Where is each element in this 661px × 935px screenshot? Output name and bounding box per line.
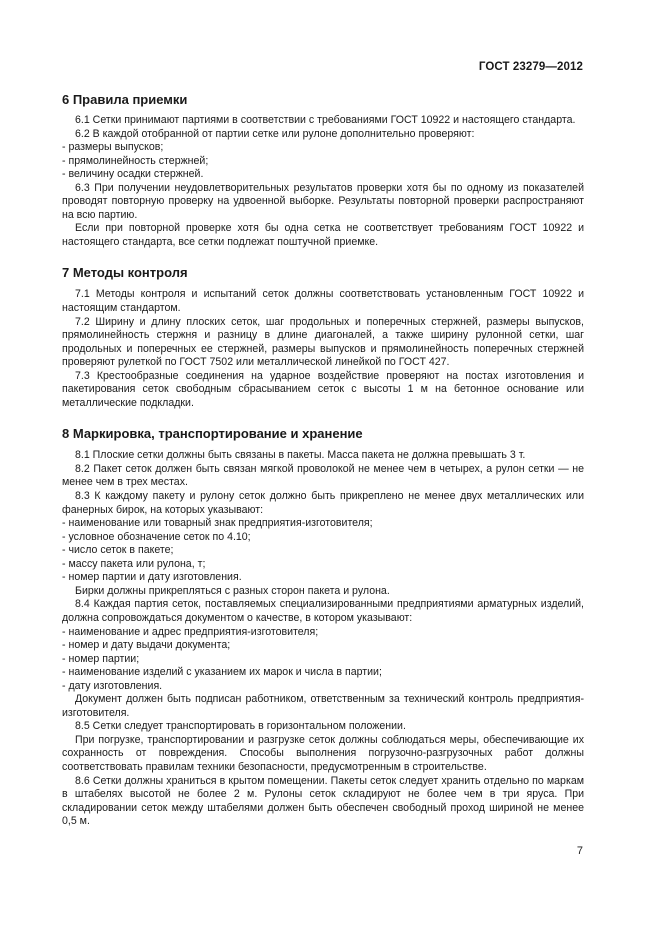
list-item: - число сеток в пакете; bbox=[62, 544, 174, 557]
paragraph: Документ должен быть подписан работником, ответственным за технический контроль предприятия-изготовителя. bbox=[62, 693, 584, 719]
document-body bbox=[62, 92, 584, 829]
list-item: - размеры выпусков; bbox=[62, 141, 164, 154]
paragraph: 8.6 Сетки должны храниться в крытом помещении. Пакеты сеток следует хранить отдельно по маркам в штабелях высотой не более 2 м. Рулоны сеток складируют не более чем в три яруса. При складировании сеток между штабелями должен быть обеспечен свободный проход шириной не менее 0,5 м. bbox=[62, 774, 584, 828]
paragraph: Если при повторной проверке хотя бы одна сетка не соответствует требованиям ГОСТ 10922 и настоящего стандарта, все сетки подлежат поштучной приемке. bbox=[62, 222, 584, 248]
list-item: - номер и дату выдачи документа; bbox=[62, 639, 231, 652]
list-item: - массу пакета или рулона, т; bbox=[62, 557, 206, 570]
list-item: - номер партии; bbox=[62, 652, 140, 665]
paragraph: 7.3 Крестообразные соединения на ударное воздействие проверяют на постах изготовления и пакетирования сеток свободным сбрасыванием сеток с высоты 1 м на бетонное основание или металлические подкладки. bbox=[62, 369, 584, 409]
list-item: - условное обозначение сеток по 4.10; bbox=[62, 530, 251, 543]
document-code: ГОСТ 23279—2012 bbox=[478, 61, 583, 73]
paragraph: 8.2 Пакет сеток должен быть связан мягкой проволокой не менее чем в четырех, а рулон сетки — не менее чем в трех местах. bbox=[62, 462, 584, 489]
section-title: 6 Правила приемки bbox=[62, 92, 188, 107]
paragraph: 8.3 К каждому пакету и рулону сеток должно быть прикреплено не менее двух металлических или фанерных бирок, на которых указывают: bbox=[62, 490, 584, 516]
page-number: 7 bbox=[576, 845, 583, 857]
section-title: 8 Маркировка, транспортирование и хранение bbox=[62, 426, 363, 442]
list-item: - наименование и адрес предприятия-изготовителя; bbox=[62, 625, 319, 638]
list-item: - наименование изделий с указанием их марок и числа в партии; bbox=[62, 666, 382, 679]
list-item: - величину осадки стержней. bbox=[62, 168, 204, 181]
list-item: - наименование или товарный знак предприятия-изготовителя; bbox=[62, 517, 373, 530]
paragraph: 7.1 Методы контроля и испытаний сеток должны соответствовать установленным ГОСТ 10922 и настоящим стандартом. bbox=[62, 288, 584, 315]
paragraph: 6.1 Сетки принимают партиями в соответствии с требованиями ГОСТ 10922 и настоящего стандарта. bbox=[75, 114, 576, 126]
paragraph: 7.2 Ширину и длину плоских сеток, шаг продольных и поперечных стержней, размеры выпусков, прямолинейность стержня и разницу в длине диагоналей, а также ширину рулонной сетки, шаг продольных и поперечных ее стержней, размеры выпусков и прямолинейность поперечных стержней проверяют рулеткой по ГОСТ 7502 или металлической линейкой по ГОСТ 427. bbox=[62, 315, 584, 369]
paragraph: 6.2 В каждой отобранной от партии сетке или рулоне дополнительно проверяют: bbox=[75, 127, 475, 140]
list-item: - прямолинейность стержней; bbox=[62, 154, 209, 167]
list-item: - дату изготовления. bbox=[62, 679, 163, 692]
paragraph: При погрузке, транспортировании и разгрузке сеток должны соблюдаться меры, обеспечивающие их сохранность от повреждения. Способы выполнения погрузочно-разгрузочных работ должны соответствовать правилам техники безопасности, предусмотренным в строительстве. bbox=[62, 733, 584, 773]
paragraph: 8.1 Плоские сетки должны быть связаны в пакеты. Масса пакета не должна превышать 3 т. bbox=[75, 449, 526, 462]
paragraph: 6.3 При получении неудовлетворительных результатов проверки хотя бы по одному из показателей проводят повторную проверку на удвоенной выборке. Результаты повторной проверки распространяют на всю партию. bbox=[62, 181, 584, 221]
paragraph: 8.5 Сетки следует транспортировать в горизонтальном положении. bbox=[75, 720, 406, 733]
section-title: 7 Методы контроля bbox=[62, 265, 188, 281]
list-item: - номер партии и дату изготовления. bbox=[62, 571, 242, 584]
paragraph: 8.4 Каждая партия сеток, поставляемых специализированными предприятиями арматурных изделий, должна сопровождаться документом о качестве, в котором указывают: bbox=[62, 598, 584, 624]
paragraph: Бирки должны прикрепляться с разных сторон пакета и рулона. bbox=[75, 584, 390, 597]
